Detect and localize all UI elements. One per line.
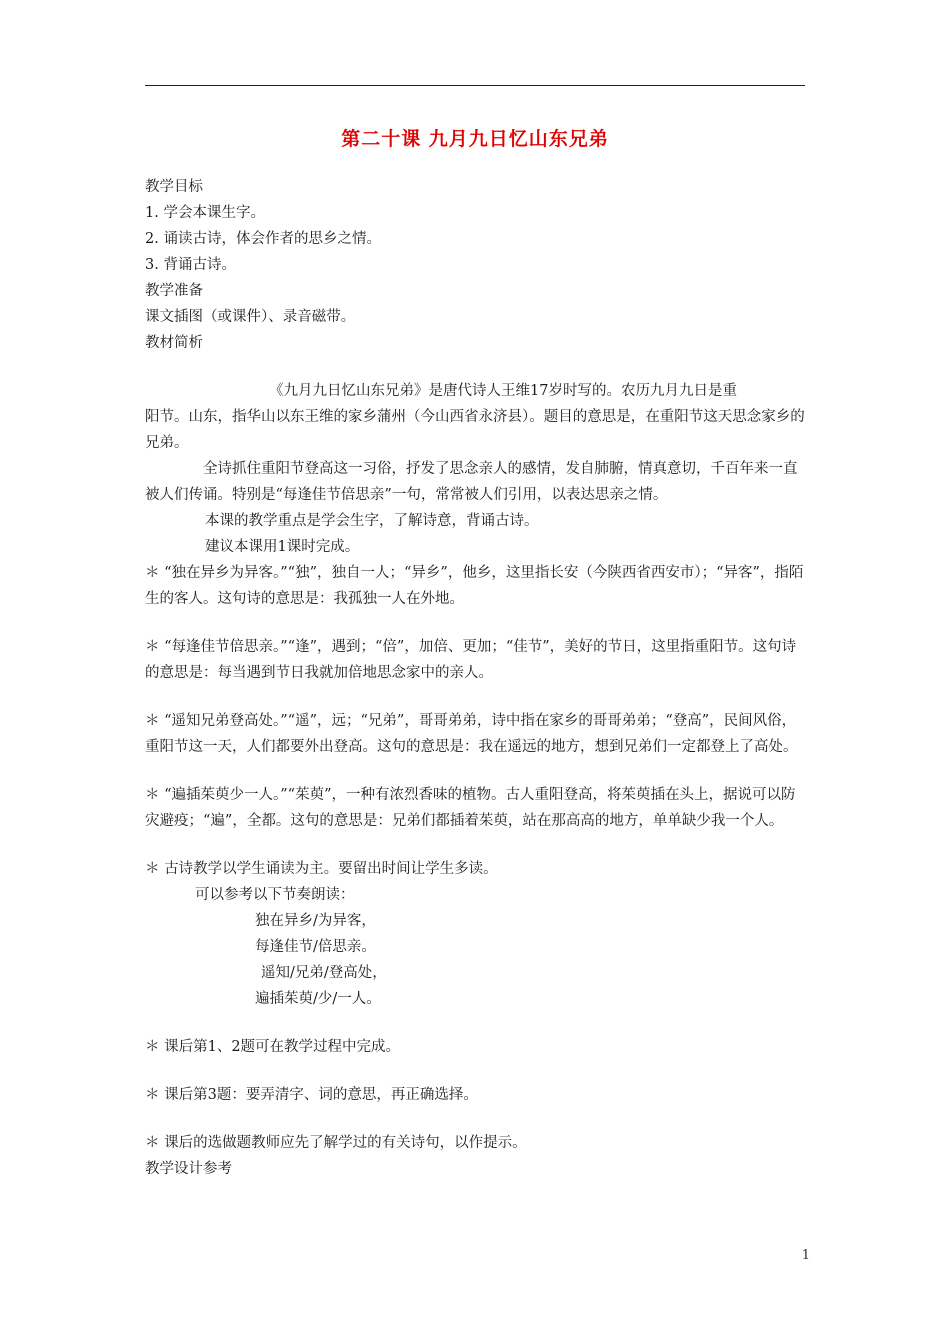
spacer: [145, 834, 805, 856]
paragraph: 本课的教学重点是学会生字，了解诗意，背诵古诗。: [205, 513, 539, 529]
goal-item: 3. 背诵古诗。: [145, 257, 236, 273]
poem-line: 遥知/兄弟/登高处，: [261, 965, 387, 981]
poem-line: 每逢佳节/倍思亲。: [255, 939, 376, 955]
goals-heading: 教学目标: [145, 179, 203, 195]
note-item: ＊ “每逢佳节倍思亲。”“逢”，遇到；“倍”，加倍、更加；“佳节”，美好的节日，这里指重阳节。这句诗的意思是：每当遇到节日我就加倍地思念家中的亲人。: [145, 639, 797, 681]
spacer: [145, 1108, 805, 1130]
goal-item: 2. 诵读古诗，体会作者的思乡之情。: [145, 231, 381, 247]
note-item: ＊ 古诗教学以学生诵读为主。要留出时间让学生多读。: [145, 861, 498, 877]
lesson-title: 第二十课 九月九日忆山东兄弟: [341, 128, 609, 150]
paragraph: 建议本课用1课时完成。: [205, 539, 360, 555]
header-rule: [145, 85, 805, 86]
note-item: ＊ 课后的选做题教师应先了解学过的有关诗句，以作提示。: [145, 1135, 527, 1151]
note-item: ＊ 课后第3题：要弄清字、词的意思，再正确选择。: [145, 1087, 478, 1103]
spacer: [145, 612, 805, 634]
note-item: ＊ “遍插茱萸少一人。”“茱萸”，一种有浓烈香味的植物。古人重阳登高，将茱萸插在头上，据说可以防灾避疫；“遍”，全都。这句的意思是：兄弟们都插着茱萸，站在那高高的地方，单单缺少我一个人。: [145, 787, 796, 829]
paragraph: 全诗抓住重阳节登高这一习俗，抒发了思念亲人的感情，发自肺腑，情真意切，千百年来一直被人们传诵。特别是“每逢佳节倍思亲”一句，常常被人们引用，以表达思亲之情。: [145, 461, 798, 503]
note-item: ＊ “独在异乡为异客。”“独”，独自一人；“异乡”，他乡，这里指长安（今陕西省西安市）；“异客”，指陌生的客人。这句诗的意思是：我孤独一人在外地。: [145, 565, 804, 607]
spacer: [145, 356, 805, 378]
poem-block: [145, 908, 805, 1012]
paragraph: 阳节。山东，指华山以东王维的家乡蒲州（今山西省永济县）。题目的意思是，在重阳节这天思念家乡的兄弟。: [145, 409, 805, 451]
prep-text: 课文插图（或课件）、录音磁带。: [145, 309, 356, 325]
design-heading: 教学设计参考: [145, 1161, 232, 1177]
poem-line: 独在异乡/为异客，: [255, 913, 376, 929]
spacer: [145, 760, 805, 782]
page-number: 1: [801, 1248, 810, 1263]
spacer: [145, 1060, 805, 1082]
goal-item: 1. 学会本课生字。: [145, 205, 265, 221]
rhythm-intro: 可以参考以下节奏朗读：: [195, 887, 355, 903]
note-item: ＊ 课后第1、2题可在教学过程中完成。: [145, 1039, 401, 1055]
document-body: [145, 174, 805, 1182]
spacer: [145, 1012, 805, 1034]
prep-heading: 教学准备: [145, 283, 203, 299]
paragraph-first-line: 《九月九日忆山东兄弟》是唐代诗人王维17岁时写的。农历九月九日是重: [269, 383, 737, 399]
note-item: ＊ “遥知兄弟登高处。”“遥”，远；“兄弟”，哥哥弟弟，诗中指在家乡的哥哥弟弟；“登高”，民间风俗，重阳节这一天，人们都要外出登高。这句的意思是：我在遥远的地方，想到兄弟们一定都登上了高处。: [145, 713, 798, 755]
poem-line: 遍插茱萸/少/一人。: [255, 991, 381, 1007]
analysis-heading: 教材简析: [145, 335, 203, 351]
spacer: [145, 686, 805, 708]
